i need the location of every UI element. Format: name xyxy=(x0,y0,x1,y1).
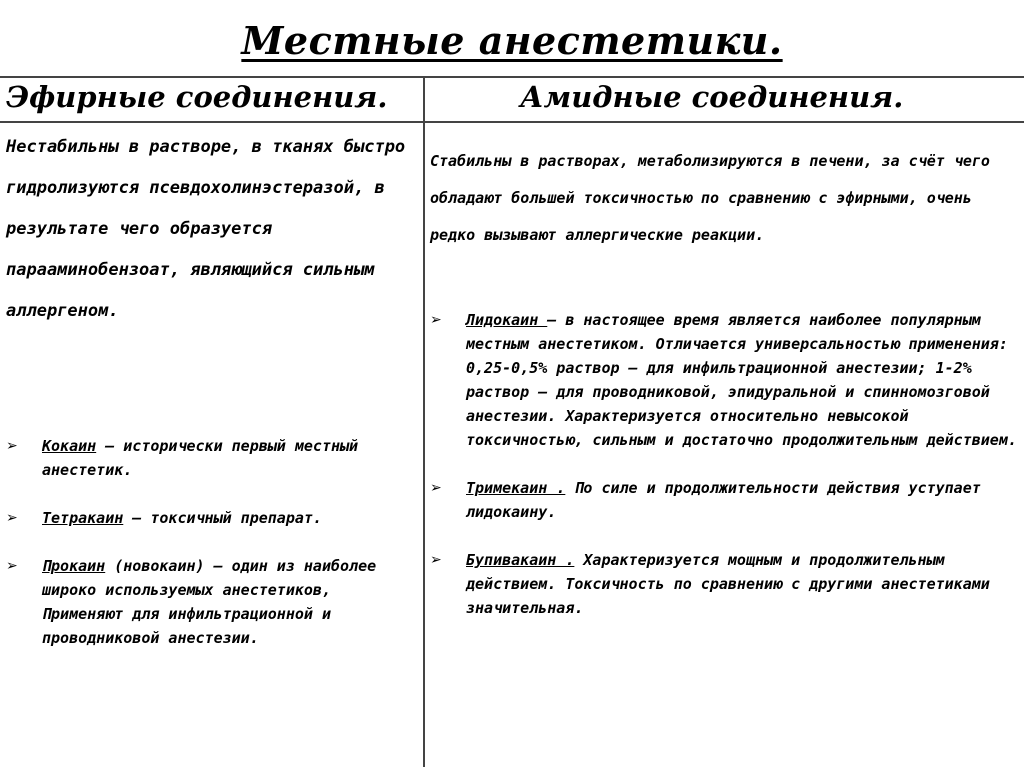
drug-description: (новокаин) – один из наиболее широко используемых анестетиков, Применяют для инфильтрационной и проводниковой анестезии. xyxy=(42,557,377,647)
drug-description: Характеризуется мощным и продолжительным действием. Токсичность по сравнению с другими анестетиками значительная. xyxy=(466,551,990,617)
drug-description: – исторически первый местный анестетик. xyxy=(42,437,359,479)
drug-description: – в настоящее время является наиболее популярным местным анестетиком. Отличается универсальностью применения: 0,25-0,5% раствор – для инфильтрационной анестезии; 1-2% раствор – для проводниковой, эпидуральной и спинномозговой анестезии. Характеризуется относительно невысокой токсичностью, сильным и достаточно продолжительным действием. xyxy=(466,311,1017,449)
page-title: Местные анестетики. xyxy=(241,18,783,63)
drug-name: Бупивакаин . xyxy=(466,551,575,569)
ester-description: Нестабильны в растворе, в тканях быстро гидролизуются псевдохолинэстеразой, в результате чего образуется парааминобензоат, являющийся сильным аллергеном. xyxy=(6,137,406,321)
arrow-bullet-icon: ➢ xyxy=(430,480,442,496)
arrow-bullet-icon: ➢ xyxy=(6,438,18,454)
arrow-bullet-icon: ➢ xyxy=(430,552,442,568)
list-item-tetracaine xyxy=(6,506,416,530)
drug-name: Тримекаин . xyxy=(466,479,566,497)
drug-name: Кокаин xyxy=(42,437,97,455)
list-item-trimecaine xyxy=(430,476,1020,524)
column-header-ester: Эфирные соединения. xyxy=(6,80,388,114)
list-item-procaine xyxy=(6,554,416,650)
drug-name: Прокаин xyxy=(42,557,106,575)
list-item-bupivacaine xyxy=(430,548,1020,620)
table-top-border xyxy=(0,76,1024,78)
drug-name: Лидокаин xyxy=(466,311,548,329)
arrow-bullet-icon: ➢ xyxy=(430,312,442,328)
list-item-lidocaine xyxy=(430,308,1020,452)
drug-description: – токсичный препарат. xyxy=(123,509,322,527)
arrow-bullet-icon: ➢ xyxy=(6,558,18,574)
list-item-cocaine xyxy=(6,434,416,482)
ester-drug-list xyxy=(6,434,416,674)
drug-description: По силе и продолжительности действия уступает лидокаину. xyxy=(466,479,981,521)
column-divider xyxy=(423,76,425,767)
amide-description: Стабильны в растворах, метаболизируются в печени, за счёт чего обладают большей токсичностью по сравнению с эфирными, очень редко вызывают аллергические реакции. xyxy=(430,152,990,244)
arrow-bullet-icon: ➢ xyxy=(6,510,18,526)
column-header-amide: Амидные соединения. xyxy=(520,80,904,114)
amide-drug-list xyxy=(430,308,1020,644)
header-row-divider xyxy=(0,121,1024,123)
drug-name: Тетракаин xyxy=(42,509,124,527)
